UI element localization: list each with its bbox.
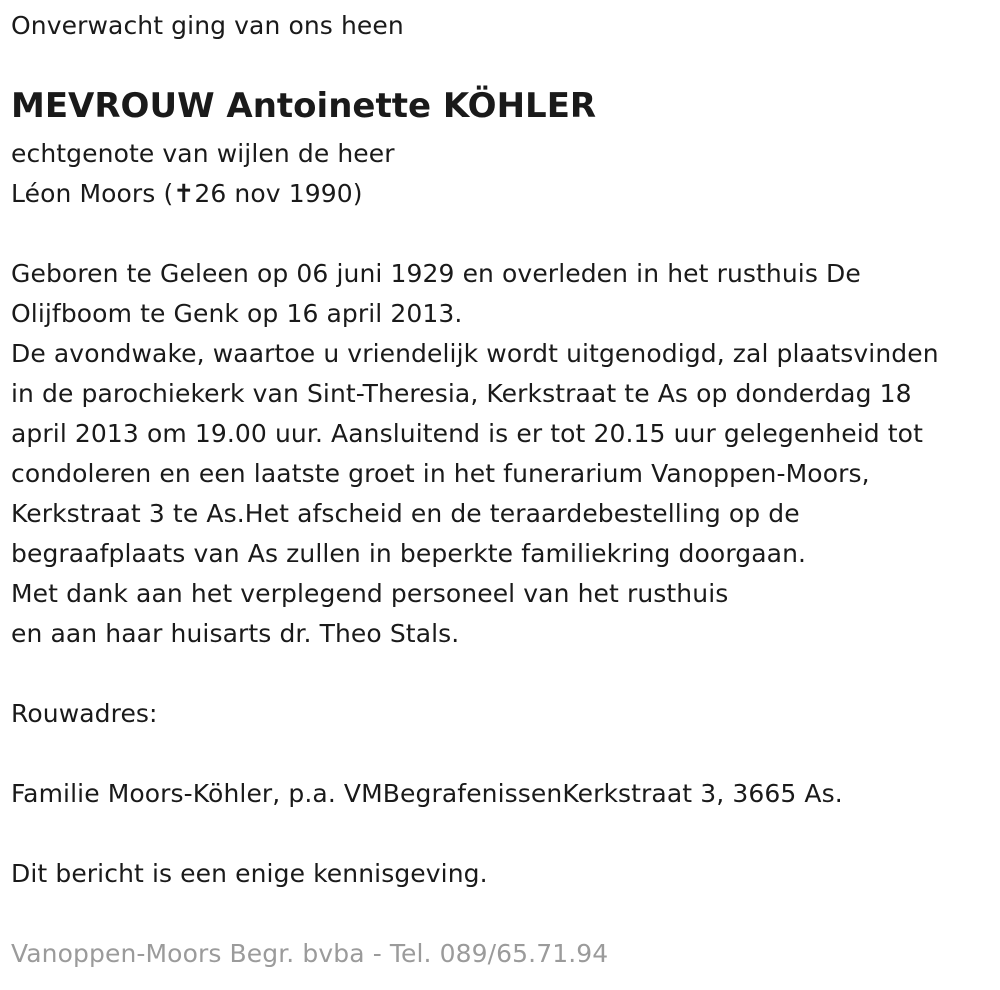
body-line: en aan haar huisarts dr. Theo Stals. [11, 619, 460, 648]
intro-text: Onverwacht ging van ons heen [11, 11, 404, 40]
spouse-line-1: echtgenote van wijlen de heer [11, 139, 395, 168]
spouse-info [11, 134, 395, 214]
spouse-line-2: Léon Moors (✝26 nov 1990) [11, 179, 363, 208]
body-line: Met dank aan het verplegend personeel van het rusthuis [11, 579, 729, 608]
body-line: Kerkstraat 3 te As.Het afscheid en de teraardebestelling op de [11, 499, 800, 528]
deceased-name: MEVROUW Antoinette KÖHLER [11, 86, 597, 126]
family-address: Familie Moors-Köhler, p.a. VMBegrafenissenKerkstraat 3, 3665 As. [11, 779, 843, 808]
body-line: april 2013 om 19.00 uur. Aansluitend is er tot 20.15 uur gelegenheid tot [11, 419, 923, 448]
body-line: Olijfboom te Genk op 16 april 2013. [11, 299, 463, 328]
body-line: Geboren te Geleen op 06 juni 1929 en overleden in het rusthuis De [11, 259, 861, 288]
body-line: condoleren en een laatste groet in het funerarium Vanoppen-Moors, [11, 459, 870, 488]
funeral-home-footer: Vanoppen-Moors Begr. bvba - Tel. 089/65.71.94 [11, 939, 609, 968]
body-line: begraafplaats van As zullen in beperkte familiekring doorgaan. [11, 539, 807, 568]
body-line: in de parochiekerk van Sint-Theresia, Kerkstraat te As op donderdag 18 [11, 379, 912, 408]
notice-statement: Dit bericht is een enige kennisgeving. [11, 859, 488, 888]
rouwadres-label: Rouwadres: [11, 699, 158, 728]
body-line: De avondwake, waartoe u vriendelijk wordt uitgenodigd, zal plaatsvinden [11, 339, 939, 368]
announcement-body [11, 254, 939, 654]
